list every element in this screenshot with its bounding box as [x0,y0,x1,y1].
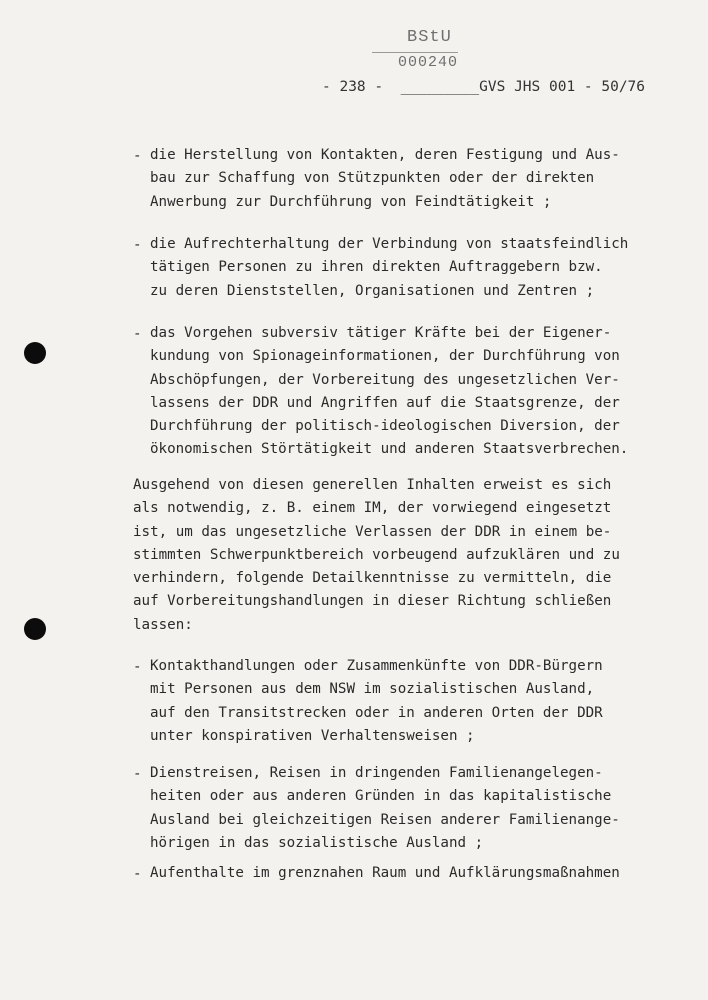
bullet-dash: - [133,326,142,342]
text-line: ökonomischen Störtätigkeit und anderen Staatsverbrechen. [150,441,629,458]
bullet-item [150,144,620,214]
punch-hole-bottom [24,618,46,640]
page-number: - 238 - [322,79,384,95]
text-line: unter konspirativen Verhaltensweisen ; [150,727,475,744]
bullet-dash: - [133,659,142,675]
text-line: auf den Transitstrecken oder in anderen Orten der DDR [150,704,603,721]
text-line: Aufenthalte im grenznahen Raum und Aufklärungsmaßnahmen [150,865,620,881]
text-line: tätigen Personen zu ihren direkten Auftraggebern bzw. [150,259,603,276]
text-line: zu deren Dienststellen, Organisationen und Zentren ; [150,282,595,299]
bullet-item [150,862,620,885]
text-line: heiten oder aus anderen Gründen in das kapitalistische [150,788,612,805]
bullet-item [150,655,603,748]
text-line: kundung von Spionageinformationen, der Durchführung von [150,348,620,365]
document-reference: _________GVS JHS 001 - 50/76 [400,79,646,95]
text-line: Abschöpfungen, der Vorbereitung des ungesetzlichen Ver- [150,371,620,388]
bullet-dash: - [133,148,142,164]
text-line: hörigen in das sozialistische Ausland ; [150,834,484,851]
bullet-dash: - [133,866,142,882]
text-line: Durchführung der politisch-ideologischen Diversion, der [150,418,620,435]
bullet-item [150,762,620,855]
page-header [322,79,645,95]
bullet-dash: - [133,237,142,253]
text-line: lassen: [133,616,193,633]
bullet-item [150,233,628,303]
text-line: Ausland bei gleichzeitigen Reisen anderer Familienange- [150,811,620,828]
stamp-divider [372,52,458,53]
text-line: verhindern, folgende Detailkenntnisse zu vermitteln, die [133,570,612,587]
text-line: das Vorgehen subversiv tätiger Kräfte bei der Eigener- [150,325,612,341]
text-line: die Aufrechterhaltung der Verbindung von staatsfeindlich [150,236,629,252]
bullet-item [150,322,628,462]
text-line: Ausgehend von diesen generellen Inhalten erweist es sich [133,477,612,493]
paragraph [133,474,620,637]
text-line: lassens der DDR und Angriffen auf die Staatsgrenze, der [150,394,620,411]
text-line: ist, um das ungesetzliche Verlassen der DDR in einem be- [133,523,612,540]
text-line: die Herstellung von Kontakten, deren Festigung und Aus- [150,147,620,163]
archive-stamp-number: 000240 [398,54,459,71]
text-line: stimmten Schwerpunktbereich vorbeugend aufzuklären und zu [133,546,620,563]
bullet-dash: - [133,766,142,782]
text-line: auf Vorbereitungshandlungen in dieser Richtung schließen [133,593,612,610]
punch-hole-top [24,342,46,364]
text-line: Kontakthandlungen oder Zusammenkünfte von DDR-Bürgern [150,658,603,674]
text-line: Anwerbung zur Durchführung von Feindtätigkeit ; [150,193,552,210]
text-line: als notwendig, z. B. einem IM, der vorwiegend eingesetzt [133,500,612,517]
text-line: mit Personen aus dem NSW im sozialistischen Ausland, [150,681,595,698]
text-line: bau zur Schaffung von Stützpunkten oder der direkten [150,170,595,187]
archive-stamp-label: BStU [407,28,452,47]
text-line: Dienstreisen, Reisen in dringenden Familienangelegen- [150,765,603,781]
